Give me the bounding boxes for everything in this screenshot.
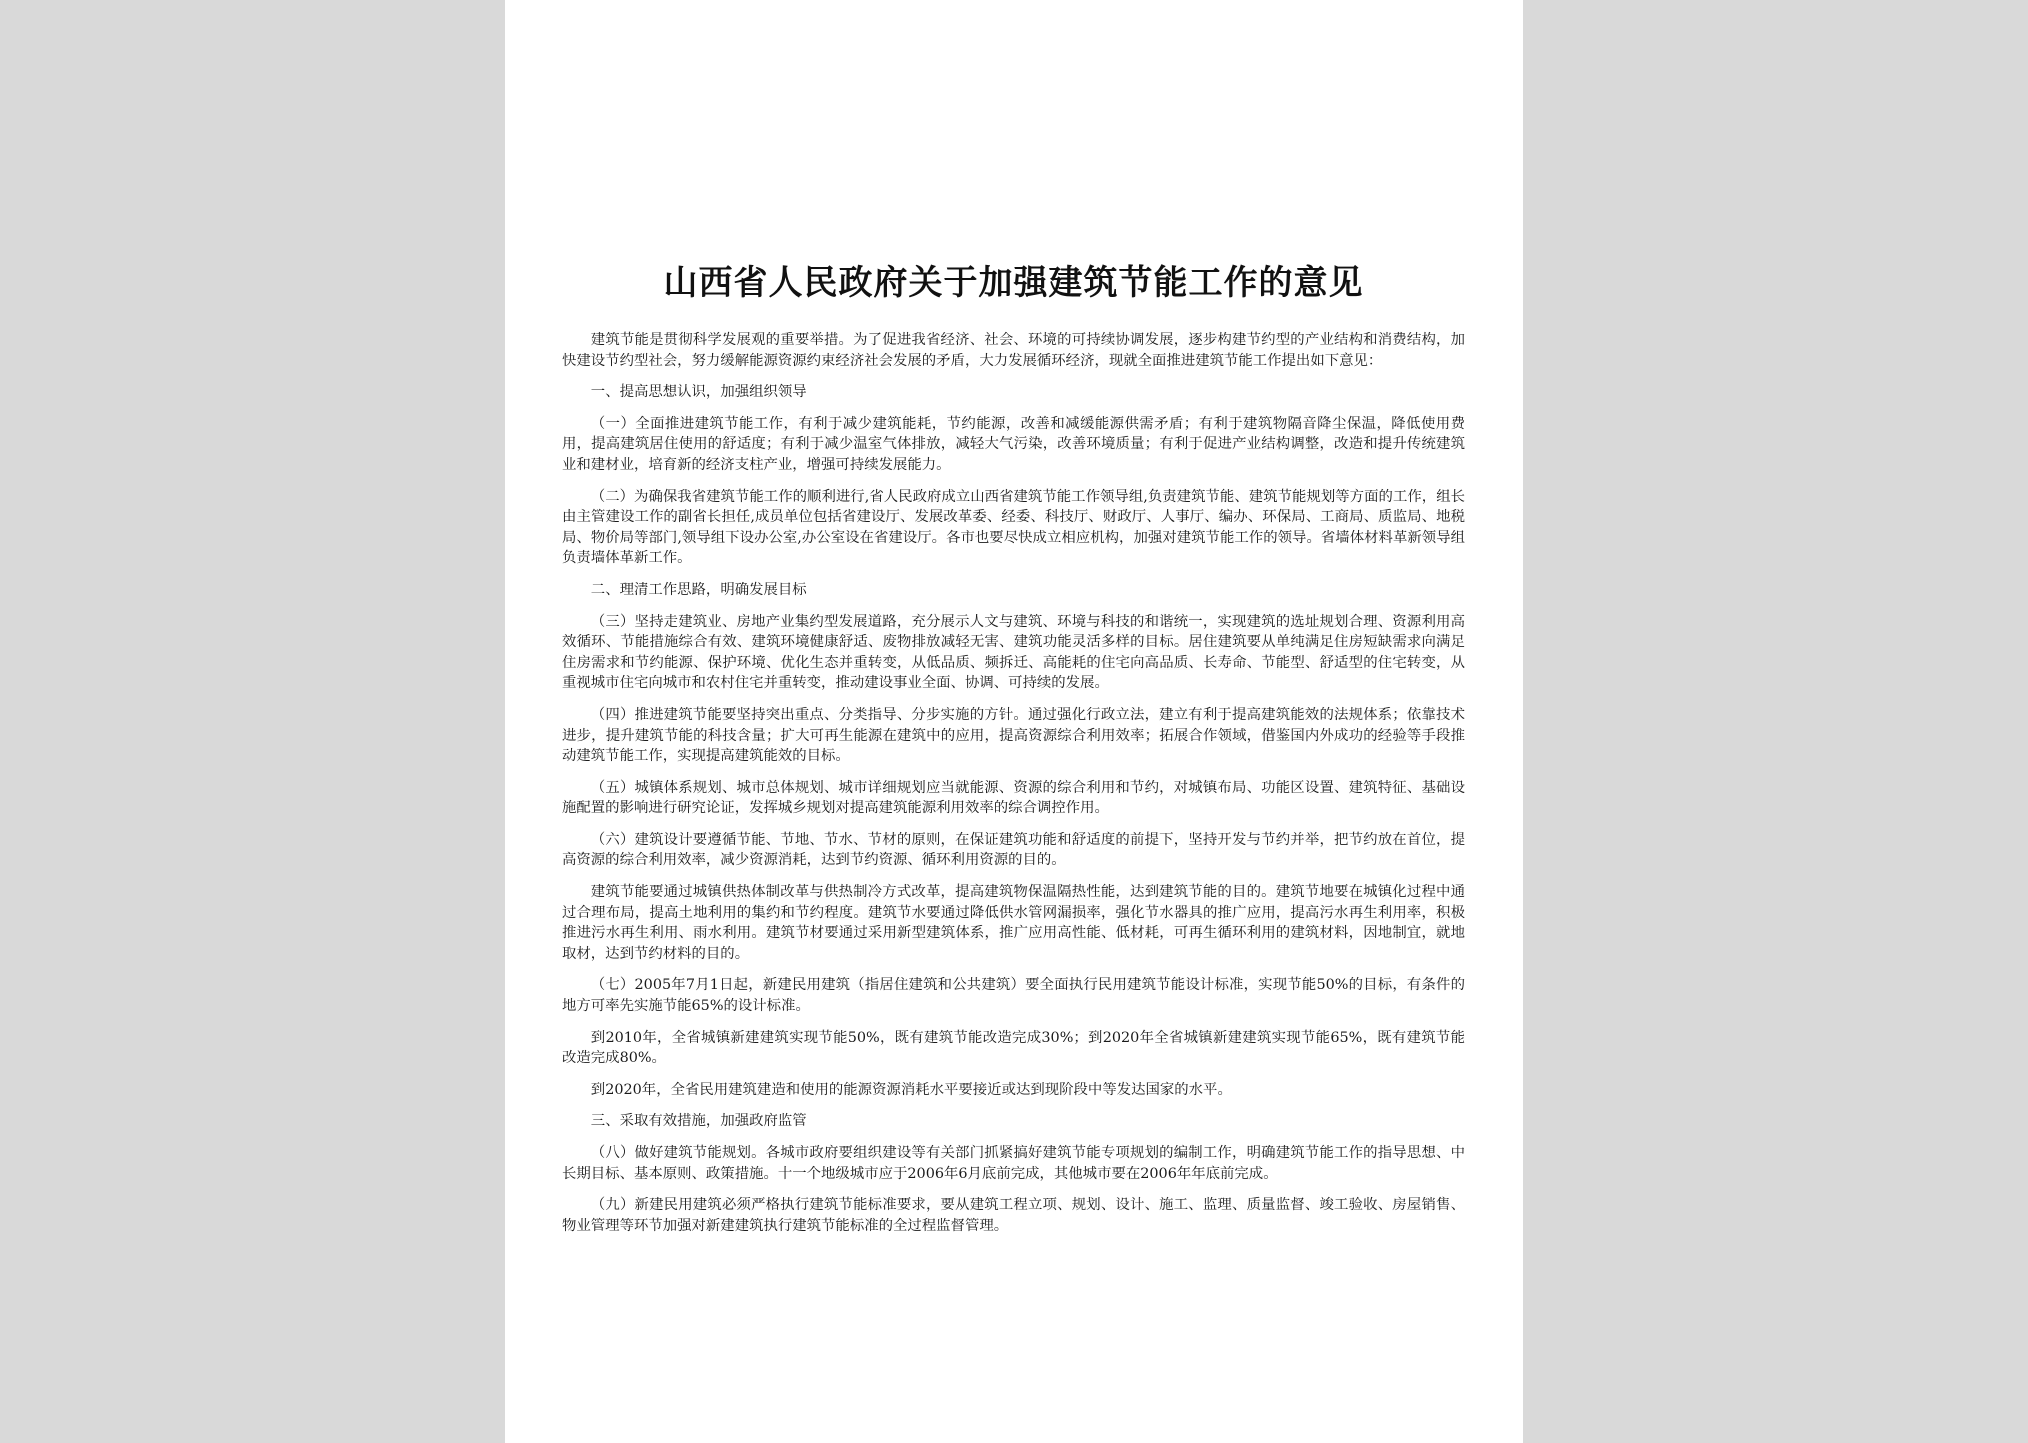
paragraph: （六）建筑设计要遵循节能、节地、节水、节材的原则，在保证建筑功能和舒适度的前提下，坚持开发与节约并举，把节约放在首位，提高资源的综合利用效率，减少资源消耗，达到节约资源、循环利用资源的目的。 — [562, 831, 1465, 869]
paragraph: （八）做好建筑节能规划。各城市政府要组织建设等有关部门抓紧搞好建筑节能专项规划的编制工作，明确建筑节能工作的指导思想、中长期目标、基本原则、政策措施。十一个地级城市应于2006年6月底前完成，其他城市要在2006年年底前完成。 — [562, 1145, 1465, 1182]
document-page — [505, 0, 1523, 1443]
paragraph: 到2020年，全省民用建筑建造和使用的能源资源消耗水平要接近或达到现阶段中等发达国家的水平。 — [590, 1081, 1232, 1098]
paragraph: （七）2005年7月1日起，新建民用建筑（指居住建筑和公共建筑）要全面执行民用建筑节能设计标准，实现节能50%的目标，有条件的地方可率先实施节能65%的设计标准。 — [562, 977, 1465, 1015]
paragraph: （一）全面推进建筑节能工作，有利于减少建筑能耗，节约能源，改善和减缓能源供需矛盾；有利于建筑物隔音降尘保温，降低使用费用，提高建筑居住使用的舒适度；有利于减少温室气体排放，减轻大气污染，改善环境质量；有利于促进产业结构调整，改造和提升传统建筑业和建材业，培育新的经济支柱产业，增强可持续发展能力。 — [562, 415, 1465, 473]
section-heading: 一、提高思想认识，加强组织领导 — [590, 384, 807, 401]
section-heading: 二、理清工作思路，明确发展目标 — [590, 581, 807, 598]
paragraph: （三）坚持走建筑业、房地产业集约型发展道路，充分展示人文与建筑、环境与科技的和谐统一，实现建筑的选址规划合理、资源利用高效循环、节能措施综合有效、建筑环境健康舒适、废物排放减轻无害、建筑功能灵活多样的目标。居住建筑要从单纯满足住房短缺需求向满足住房需求和节约能源、保护环境、优化生态并重转变，从低品质、频拆迁、高能耗的住宅向高品质、长寿命、节能型、舒适型的住宅转变，从重视城市住宅向城市和农村住宅并重转变，推动建设事业全面、协调、可持续的发展。 — [562, 613, 1465, 692]
paragraph: 到2010年，全省城镇新建建筑实现节能50%，既有建筑节能改造完成30%；到2020年全省城镇新建建筑实现节能65%，既有建筑节能改造完成80%。 — [562, 1029, 1465, 1067]
paragraph: 建筑节能要通过城镇供热体制改革与供热制冷方式改革，提高建筑物保温隔热性能，达到建筑节能的目的。建筑节地要在城镇化过程中通过合理布局，提高土地利用的集约和节约程度。建筑节水要通过降低供水管网漏损率，强化节水器具的推广应用，提高污水再生利用率，积极推进污水再生利用、雨水利用。建筑节材要通过采用新型建筑体系，推广应用高性能、低材耗，可再生循环利用的建筑材料，因地制宜，就地取材，达到节约材料的目的。 — [562, 884, 1465, 962]
paragraph: （五）城镇体系规划、城市总体规划、城市详细规划应当就能源、资源的综合利用和节约，对城镇布局、功能区设置、建筑特征、基础设施配置的影响进行研究论证，发挥城乡规划对提高建筑能源利用效率的综合调控作用。 — [562, 779, 1465, 817]
document-title: 山西省人民政府关于加强建筑节能工作的意见 — [663, 263, 1364, 303]
paragraph: 建筑节能是贯彻科学发展观的重要举措。为了促进我省经济、社会、环境的可持续协调发展，逐步构建节约型的产业结构和消费结构，加快建设节约型社会，努力缓解能源资源约束经济社会发展的矛盾，大力发展循环经济，现就全面推进建筑节能工作提出如下意见： — [562, 332, 1465, 369]
paragraph: （九）新建民用建筑必须严格执行建筑节能标准要求，要从建筑工程立项、规划、设计、施工、监理、质量监督、竣工验收、房屋销售、物业管理等环节加强对新建建筑执行建筑节能标准的全过程监督管理。 — [562, 1197, 1465, 1234]
paragraph: （四）推进建筑节能要坚持突出重点、分类指导、分步实施的方针。通过强化行政立法，建立有利于提高建筑能效的法规体系；依靠技术进步，提升建筑节能的科技含量；扩大可再生能源在建筑中的应用，提高资源综合利用效率；拓展合作领域，借鉴国内外成功的经验等手段推动建筑节能工作，实现提高建筑能效的目标。 — [562, 706, 1465, 765]
section-heading: 三、采取有效措施，加强政府监管 — [590, 1113, 807, 1130]
paragraph: （二）为确保我省建筑节能工作的顺利进行,省人民政府成立山西省建筑节能工作领导组,负责建筑节能、建筑节能规划等方面的工作，组长由主管建设工作的副省长担任,成员单位包括省建设厅、发展改革委、经委、科技厅、财政厅、人事厅、编办、环保局、工商局、质监局、地税局、物价局等部门,领导组下设办公室,办公室设在省建设厅。各市也要尽快成立相应机构，加强对建筑节能工作的领导。省墙体材料革新领导组负责墙体革新工作。 — [562, 488, 1465, 567]
document-body — [562, 330, 1465, 1236]
